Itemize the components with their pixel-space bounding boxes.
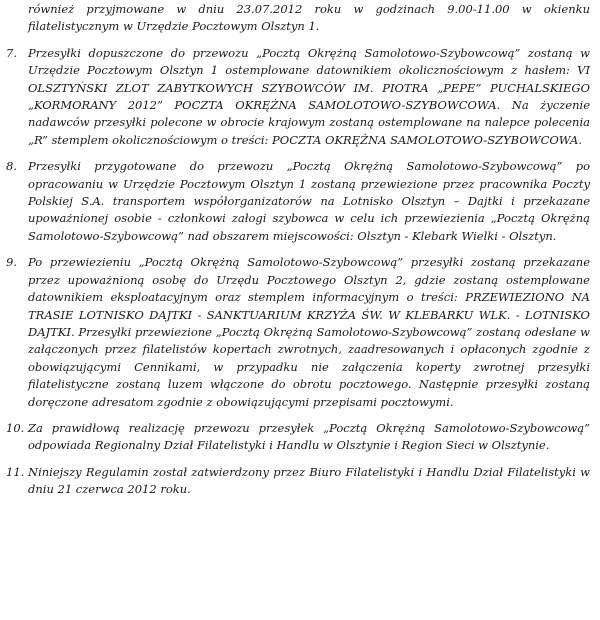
item-number: 9. (6, 255, 17, 270)
item-text: Przesyłki dopuszczone do przewozu „Pocztą Okrężną Samolotowo-Szybowcową” zostaną w Urzędzie Pocztowym Olsztyn 1 ostemplowane datownikiem okolicznościowym z hasłem: VI OLSZTYŃSKI ZLOT ZABYTKOWYCH SZYBOWCÓW IM. PIOTRA „PEPE” PUCHALSKIEGO „KORMORANY 2012” POCZTA OKRĘŻNA SAMOLOTOWO-SZYBOWCOWA. Na życzenie nadawców przesyłki polecone w obrocie krajowym zostaną ostemplowane na nalepce polecenia „R” stemplem okolicznościowym o treści: POCZTA OKRĘŻNA SAMOLOTOWO-SZYBOWCOWA. (28, 45, 590, 147)
item-number: 10. (6, 420, 25, 435)
intro-paragraph: również przyjmowane w dniu 23.07.2012 roku w godzinach 9.00-11.00 w okienku filatelistycznym w Urzędzie Pocztowym Olsztyn 1. (28, 2, 590, 34)
item-text: Niniejszy Regulamin został zatwierdzony przez Biuro Filatelistyki i Handlu Dział Filatelistyki w dniu 21 czerwca 2012 roku. (28, 464, 590, 497)
item-text: Za prawidłową realizację przewozu przesyłek „Pocztą Okrężną Samolotowo-Szybowcową” odpowiada Regionalny Dział Filatelistyki i Handlu w Olsztynie i Region Sieci w Olsztynie. (28, 420, 590, 453)
regulation-item-7 (6, 45, 590, 149)
item-text: Przesyłki przygotowane do przewozu „Pocztą Okrężną Samolotowo-Szybowcową” po opracowaniu w Urzędzie Pocztowym Olsztyn 1 zostaną przewiezione przez pracownika Poczty Polskiej S.A. transportem współorganizatorów na Lotnisko Olsztyn – Dajtki i przekazane upoważnionej osobie - członkowi załogi szybowca w celu ich przewiezienia „Pocztą Okrężną Samolotowo-Szybowcową” nad obszarem miejscowości: Olsztyn - Klebark Wielki - Olsztyn. (28, 159, 590, 243)
regulation-item-8 (6, 158, 590, 245)
regulation-item-11 (6, 464, 590, 499)
item-text: Po przewiezieniu „Pocztą Okrężną Samolotowo-Szybowcową” przesyłki zostaną przekazane przez upoważnioną osobę do Urzędu Pocztowego Olsztyn 2, gdzie zostaną ostemplowane datownikiem eksploatacyjnym oraz stemplem informacyjnym o treści: PRZEWIEZIONO NA TRASIE LOTNISKO DAJTKI - SANKTUARIUM KRZYŻA ŚW. W KLEBARKU WLK. - LOTNISKO DAJTKI. Przesyłki przewiezione „Pocztą Okrężną Samolotowo-Szybowcową” zostaną odesłane w załączonych przez filatelistów kopertach zwrotnych, zaadresowanych i opłaconych zgodnie z obowiązującymi Cennikami, w przypadku nie załączenia koperty zwrotnej przesyłki filatelistyczne zostaną luzem włączone do obrotu pocztowego. Następnie przesyłki zostaną doręczone adresatom zgodnie z obowiązującymi przepisami pocztowymi. (28, 255, 590, 409)
item-number: 8. (6, 159, 17, 174)
item-number: 7. (6, 45, 17, 60)
item-number: 11. (6, 464, 25, 479)
regulation-item-9 (6, 254, 590, 411)
regulation-item-10 (6, 420, 590, 455)
